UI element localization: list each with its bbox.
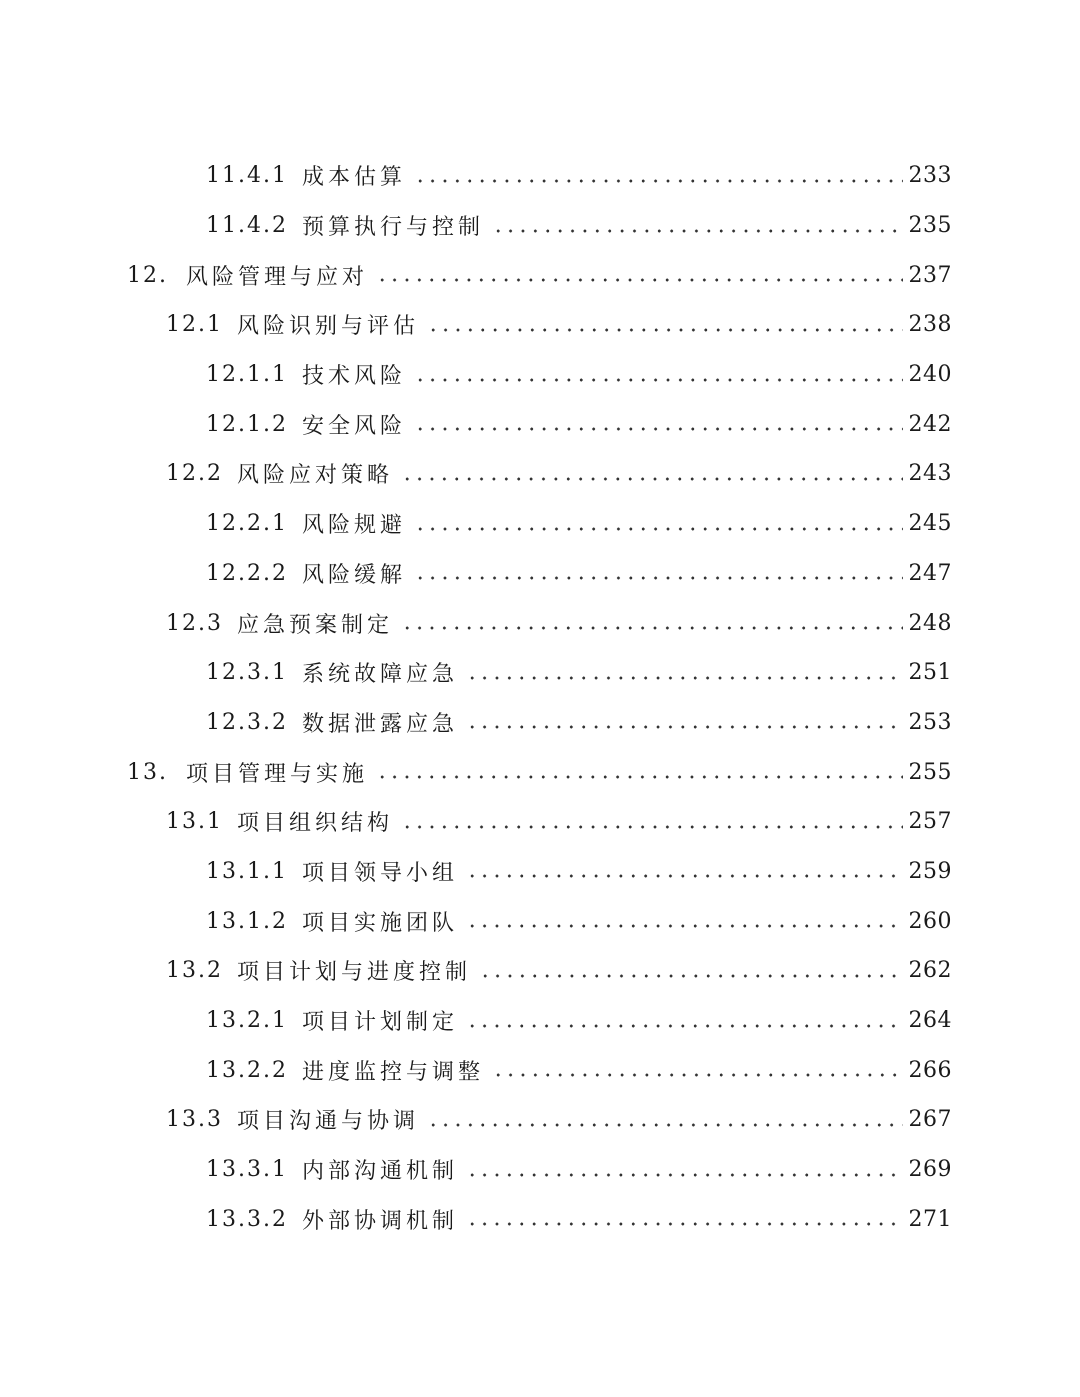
dot-leader [466, 676, 903, 680]
toc-entry-number: 13.2.1 [206, 1008, 288, 1034]
toc-entry-number: 13.2.2 [206, 1057, 288, 1083]
toc-entry-page: 235 [908, 213, 952, 239]
dot-leader [401, 477, 903, 481]
toc-entry-title: 风险缓解 [301, 562, 406, 588]
toc-entry[interactable] [0, 1194, 1080, 1244]
toc-entry-number: 11.4.2 [206, 213, 288, 239]
toc-entry[interactable] [0, 1045, 1080, 1095]
toc-entry-number: 12.1 [166, 312, 223, 338]
toc-entry[interactable] [0, 350, 1080, 400]
toc-entry-title: 风险管理与应对 [186, 264, 369, 290]
toc-entry-page: 251 [908, 660, 952, 686]
toc-entry[interactable] [0, 549, 1080, 599]
dot-leader [376, 775, 902, 779]
toc-entry-number: 12.3 [166, 610, 223, 636]
toc-entry-title: 项目沟通与协调 [236, 1109, 419, 1135]
dot-leader [466, 924, 903, 928]
toc-entry-number: 12.2.2 [206, 560, 288, 586]
toc-entry[interactable] [0, 946, 1080, 996]
toc-entry-number: 11.4.1 [206, 163, 288, 189]
toc-entry-page: 255 [908, 759, 952, 785]
toc-entry-title: 项目计划与进度控制 [236, 960, 471, 986]
toc-entry-page: 271 [908, 1206, 952, 1232]
dot-leader [466, 725, 903, 729]
toc-entry-page: 240 [908, 362, 952, 388]
dot-leader [466, 1024, 903, 1028]
toc-entry-page: 262 [908, 958, 952, 984]
dot-leader [427, 328, 903, 332]
toc-entry[interactable] [0, 797, 1080, 847]
toc-entry-number: 13.3 [166, 1107, 223, 1133]
toc-entry-number: 13. [127, 759, 168, 785]
toc-entry[interactable] [0, 300, 1080, 350]
toc-entry[interactable] [0, 847, 1080, 897]
toc-entry-number: 13.2 [166, 958, 223, 984]
toc-entry[interactable] [0, 250, 1080, 300]
toc-entry-page: 269 [908, 1157, 952, 1183]
dot-leader [401, 626, 903, 630]
toc-entry-title: 风险识别与评估 [236, 314, 419, 340]
dot-leader [479, 974, 903, 978]
toc-entry-title: 预算执行与控制 [301, 215, 484, 241]
toc-entry[interactable] [0, 598, 1080, 648]
toc-entry-page: 248 [908, 610, 952, 636]
toc-entry-number: 12.1.2 [206, 411, 288, 437]
toc-entry[interactable] [0, 201, 1080, 251]
dot-leader [414, 527, 903, 531]
dot-leader [466, 1222, 903, 1226]
toc-entry[interactable] [0, 698, 1080, 748]
toc-entry-title: 进度监控与调整 [301, 1059, 484, 1085]
toc-entry-page: 253 [908, 709, 952, 735]
toc-entry-number: 13.1 [166, 809, 223, 835]
toc-entry[interactable] [0, 151, 1080, 201]
toc-entry[interactable] [0, 896, 1080, 946]
dot-leader [401, 825, 903, 829]
toc-entry-number: 12.2.1 [206, 511, 288, 537]
toc-entry[interactable] [0, 996, 1080, 1046]
toc-entry-page: 245 [908, 511, 952, 537]
dot-leader [414, 378, 903, 382]
dot-leader [427, 1123, 903, 1127]
dot-leader [414, 427, 903, 431]
toc-entry[interactable] [0, 1145, 1080, 1195]
toc-entry-page: 242 [908, 411, 952, 437]
toc-entry[interactable] [0, 399, 1080, 449]
toc-entry-title: 安全风险 [301, 413, 406, 439]
toc-entry-page: 237 [908, 262, 952, 288]
toc-entry-title: 项目管理与实施 [186, 761, 369, 787]
dot-leader [492, 229, 903, 233]
toc-entry-number: 13.3.1 [206, 1157, 288, 1183]
toc-entry-title: 数据泄露应急 [301, 711, 458, 737]
toc-entry[interactable] [0, 747, 1080, 797]
toc-entry-page: 257 [908, 809, 952, 835]
toc-entry-title: 内部沟通机制 [301, 1159, 458, 1185]
toc-entry-page: 233 [908, 163, 952, 189]
toc-entry-number: 13.1.2 [206, 908, 288, 934]
toc-entry-title: 风险规避 [301, 513, 406, 539]
toc-entry-title: 应急预案制定 [236, 612, 393, 638]
toc-entry-title: 项目计划制定 [301, 1010, 458, 1036]
toc-entry-number: 12.2 [166, 461, 223, 487]
dot-leader [492, 1073, 903, 1077]
toc-entry[interactable] [0, 648, 1080, 698]
toc-entry[interactable] [0, 1095, 1080, 1145]
toc-entry-page: 260 [908, 908, 952, 934]
dot-leader [414, 576, 903, 580]
dot-leader [466, 874, 903, 878]
toc-entry-title: 成本估算 [301, 165, 406, 191]
toc-entry-title: 技术风险 [301, 364, 406, 390]
toc-entry-title: 项目实施团队 [301, 910, 458, 936]
toc-entry-page: 267 [908, 1107, 952, 1133]
toc-entry-page: 247 [908, 560, 952, 586]
toc-entry-page: 238 [908, 312, 952, 338]
toc-entry[interactable] [0, 499, 1080, 549]
toc-entry[interactable] [0, 449, 1080, 499]
toc-entry-number: 12.3.2 [206, 709, 288, 735]
dot-leader [466, 1173, 903, 1177]
toc-entry-title: 项目领导小组 [301, 860, 458, 886]
toc-entry-title: 项目组织结构 [236, 811, 393, 837]
toc-entry-page: 264 [908, 1008, 952, 1034]
toc-entry-page: 259 [908, 858, 952, 884]
toc-entry-title: 系统故障应急 [301, 662, 458, 688]
toc-entry-number: 13.1.1 [206, 858, 288, 884]
toc-entry-number: 12. [127, 262, 168, 288]
table-of-contents [0, 151, 1080, 1244]
toc-entry-page: 243 [908, 461, 952, 487]
toc-entry-page: 266 [908, 1057, 952, 1083]
toc-entry-title: 外部协调机制 [301, 1208, 458, 1234]
dot-leader [376, 278, 902, 282]
toc-entry-title: 风险应对策略 [236, 463, 393, 489]
toc-entry-number: 12.3.1 [206, 660, 288, 686]
dot-leader [414, 179, 903, 183]
toc-entry-number: 12.1.1 [206, 362, 288, 388]
toc-entry-number: 13.3.2 [206, 1206, 288, 1232]
